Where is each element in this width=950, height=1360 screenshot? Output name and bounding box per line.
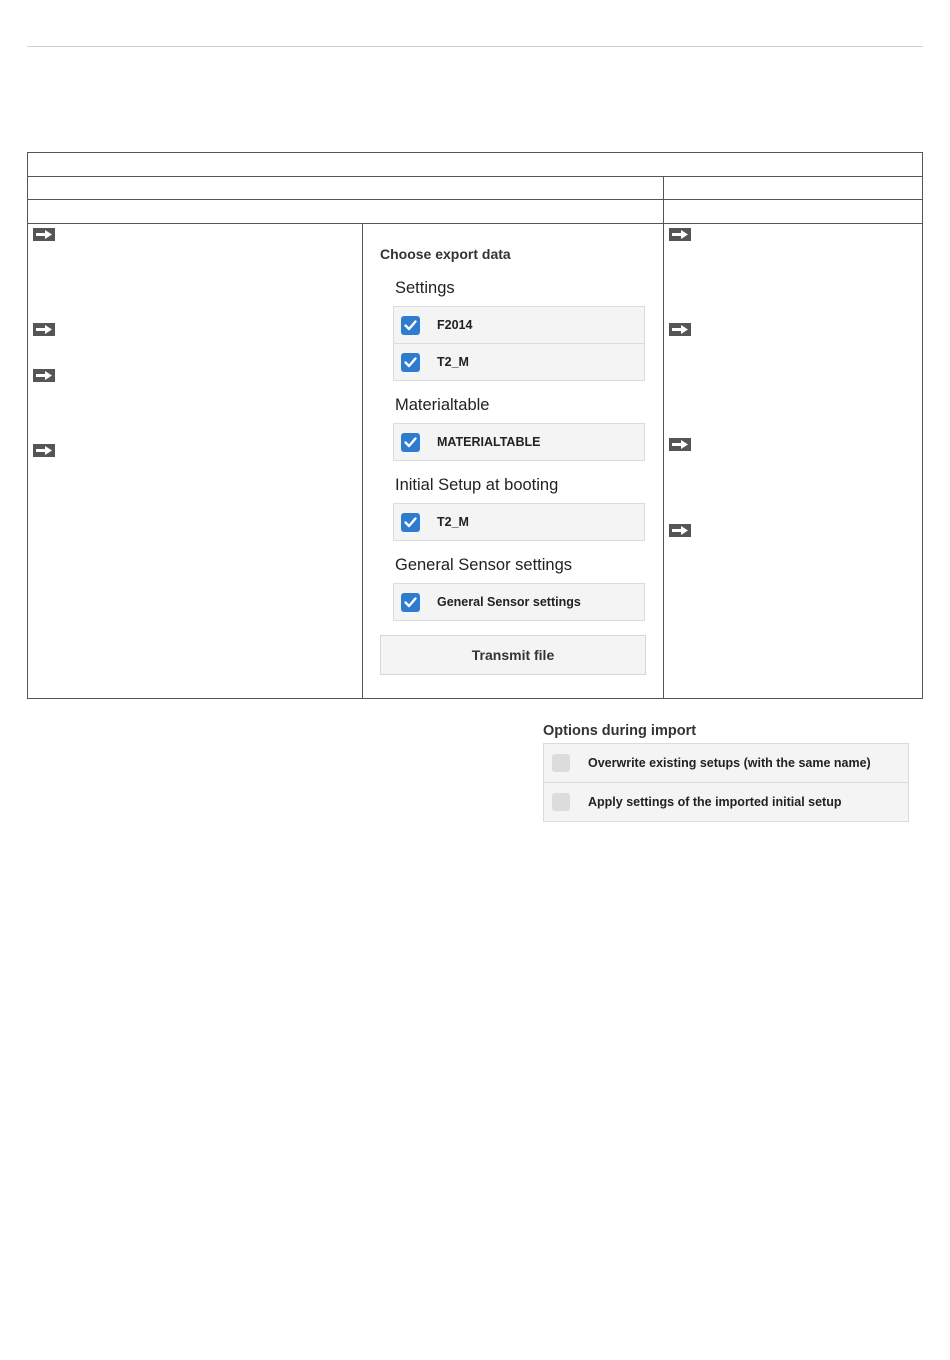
arrow-right-icon [669, 323, 691, 336]
arrow-right-icon [669, 438, 691, 451]
group-title-sensor-settings: General Sensor settings [395, 556, 573, 574]
arrow-right-icon [33, 369, 55, 382]
transmit-file-button[interactable]: Transmit file [380, 635, 646, 675]
export-item-label: T2_M [437, 515, 469, 529]
table-column-divider [663, 176, 664, 698]
checkbox-checked-icon[interactable] [401, 353, 420, 372]
checkbox-unchecked-icon[interactable] [552, 793, 570, 811]
table-divider [28, 199, 922, 200]
export-item-label: MATERIALTABLE [437, 435, 541, 449]
import-options-group [543, 743, 909, 822]
export-item-label: F2014 [437, 318, 473, 332]
export-item-materialtable[interactable] [394, 424, 644, 460]
sensor-settings-group [393, 583, 645, 621]
table-column-divider [362, 223, 363, 698]
table-divider [28, 223, 922, 224]
arrow-right-icon [669, 228, 691, 241]
option-overwrite-setups[interactable] [544, 744, 908, 782]
group-title-initial-setup: Initial Setup at booting [395, 476, 559, 494]
checkbox-checked-icon[interactable] [401, 513, 420, 532]
export-item-initial-t2m[interactable] [394, 504, 644, 540]
settings-group [393, 306, 645, 381]
option-apply-initial-setup[interactable] [544, 782, 908, 821]
table-divider [28, 176, 922, 177]
export-item-label: General Sensor settings [437, 595, 581, 609]
checkbox-checked-icon[interactable] [401, 316, 420, 335]
arrow-right-icon [33, 228, 55, 241]
import-options-title: Options during import [543, 723, 697, 739]
arrow-right-icon [669, 524, 691, 537]
group-title-settings: Settings [395, 279, 455, 297]
arrow-right-icon [33, 323, 55, 336]
export-item-f2014[interactable] [394, 307, 644, 343]
checkbox-checked-icon[interactable] [401, 433, 420, 452]
export-item-sensor-settings[interactable] [394, 584, 644, 620]
export-panel-title: Choose export data [380, 246, 511, 262]
export-item-t2m[interactable] [394, 343, 644, 380]
group-title-materialtable: Materialtable [395, 396, 490, 414]
checkbox-checked-icon[interactable] [401, 593, 420, 612]
materialtable-group [393, 423, 645, 461]
option-label: Apply settings of the imported initial setup [588, 795, 842, 809]
initial-setup-group [393, 503, 645, 541]
arrow-right-icon [33, 444, 55, 457]
checkbox-unchecked-icon[interactable] [552, 754, 570, 772]
header-rule [27, 46, 923, 47]
export-item-label: T2_M [437, 355, 469, 369]
option-label: Overwrite existing setups (with the same name) [588, 756, 871, 770]
